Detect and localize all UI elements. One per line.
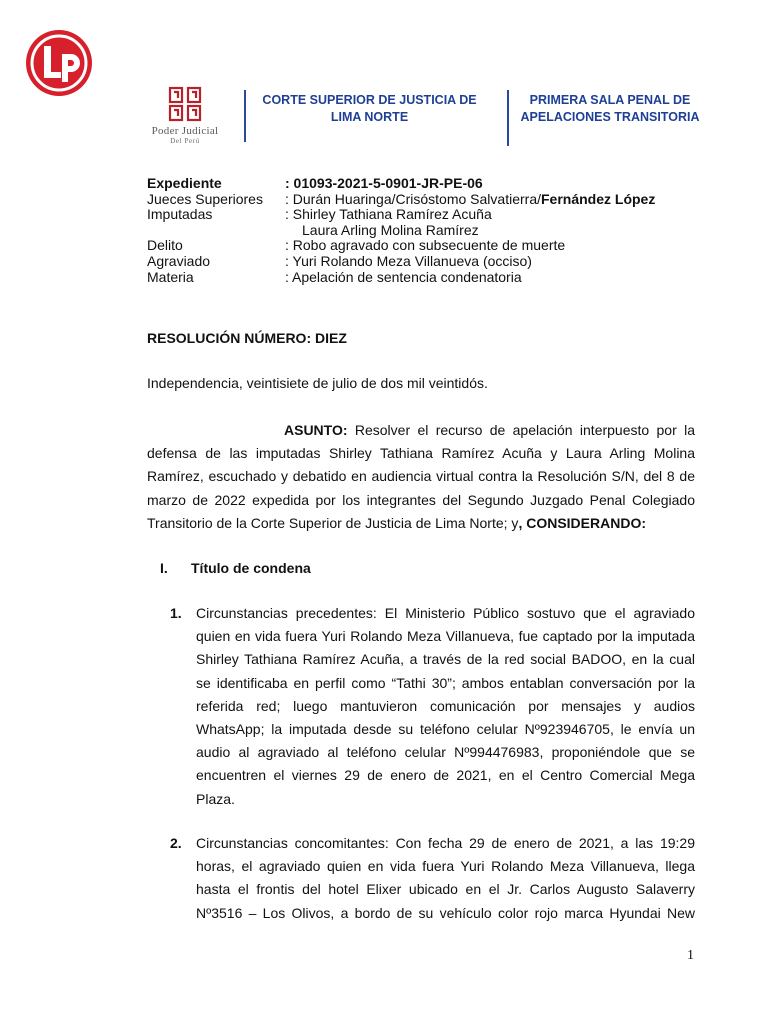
paragraph-line: hasta el frontis del hotel Elixer ubicado en el Jr. Carlos Augusto Salaverry <box>196 881 695 898</box>
materia-value: : Apelación de sentencia condenatoria <box>285 268 522 285</box>
item-2-number: 2. <box>170 835 182 851</box>
item-2-paragraph <box>196 832 695 925</box>
asunto-label: ASUNTO: <box>284 422 348 438</box>
resolucion-heading: RESOLUCIÓN NÚMERO: DIEZ <box>147 330 347 346</box>
poder-judicial-text: Poder Judicial <box>151 125 219 137</box>
paragraph-line: referida red; luego mantuvieron comunicación por mensajes y audios <box>196 697 695 714</box>
header-divider-right <box>507 90 509 146</box>
jueces-value: : Durán Huaringa/Crisóstomo Salvatierra/Fernández López <box>285 190 656 207</box>
paragraph-line: audio al agraviado al teléfono celular Nº994476983, proponiéndole que se <box>196 744 695 761</box>
delito-value: : Robo agravado con subsecuente de muerte <box>285 237 566 254</box>
expediente-label: Expediente <box>147 175 222 191</box>
court-left-title: CORTE SUPERIOR DE JUSTICIA DE LIMA NORTE <box>262 93 477 124</box>
imputadas-value-2: Laura Arling Molina Ramírez <box>302 221 479 238</box>
paragraph-line: Shirley Tathiana Ramírez Acuña, a través de la red social BADOO, en la cual <box>196 651 695 668</box>
poder-judicial-emblem-icon <box>167 85 203 123</box>
paragraph-line: Circunstancias precedentes: El Ministerio Público sostuvo que el agraviado <box>196 605 695 621</box>
paragraph-line: Plaza. <box>196 790 235 807</box>
paragraph-line: quien en vida fuera Yuri Rolando Meza Villanueva, fue captado por la imputada <box>196 628 695 645</box>
item-1-number: 1. <box>170 605 182 621</box>
agraviado-label: Agraviado <box>147 252 211 269</box>
item-1-paragraph <box>196 602 695 811</box>
materia-label: Materia <box>147 268 194 285</box>
agraviado-value: : Yuri Rolando Meza Villanueva (occiso) <box>285 252 532 269</box>
page-number: 1 <box>687 948 694 963</box>
court-right-title: PRIMERA SALA PENAL DE APELACIONES TRANSITORIA <box>520 93 700 124</box>
paragraph-line: WhatsApp; la imputada desde su teléfono celular Nº923946705, le envía un <box>196 721 695 738</box>
delito-label: Delito <box>147 237 183 254</box>
asunto-paragraph: ASUNTO: Resolver el recurso de apelación interpuesto por la defensa de las imputadas Shirley Tathiana Ramírez Acuña y Laura Arling Molina Ramírez, escuchado y debatido en audiencia virtual contra la Resolución S/N, del 8 de marzo de 2022 expedida por los integrantes del Segundo Juzgado Penal Colegiado Transitorio de la Corte Superior de Justicia de Lima Norte; y, CONSIDERANDO: <box>147 422 695 531</box>
paragraph-line: Circunstancias concomitantes: Con fecha 29 de enero de 2021, a las 19:29 <box>196 835 695 851</box>
paragraph-line: horas, el agraviado quien en vida fuera Yuri Rolando Meza Villanueva, llega <box>196 858 695 875</box>
paragraph-line: encuentren el viernes 29 de enero de 2021, en el Centro Comercial Mega <box>196 767 695 784</box>
del-peru-text: Del Perú <box>170 137 200 145</box>
poder-judicial-logo <box>140 85 230 145</box>
header-divider-left <box>244 90 246 142</box>
paragraph-line: Nº3516 – Los Olivos, a bordo de su vehículo color rojo marca Hyundai New <box>196 904 695 921</box>
paragraph-line: se identificaba en perfil como “Tathi 30”; ambos entablan conversación por la <box>196 674 695 691</box>
expediente-value: : 01093-2021-5-0901-JR-PE-06 <box>285 175 483 191</box>
imputadas-value-1: : Shirley Tathiana Ramírez Acuña <box>285 206 492 223</box>
date-line: Independencia, veintisiete de julio de dos mil veintidós. <box>147 375 488 391</box>
imputadas-label: Imputadas <box>147 206 213 223</box>
jueces-label: Jueces Superiores <box>147 190 263 207</box>
lp-logo-icon <box>24 28 94 98</box>
